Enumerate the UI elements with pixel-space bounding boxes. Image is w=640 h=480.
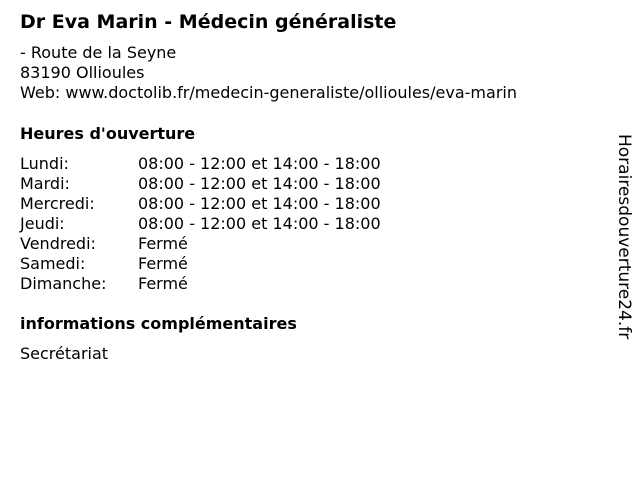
info-heading: informations complémentaires <box>20 314 297 333</box>
hours-value: Fermé <box>138 254 188 273</box>
hours-row-friday <box>20 234 381 254</box>
watermark-text: Horairesdouverture24.fr <box>614 134 634 340</box>
day-label: Mercredi: <box>20 194 95 213</box>
hours-value: 08:00 - 12:00 et 14:00 - 18:00 <box>138 174 381 193</box>
day-label: Vendredi: <box>20 234 96 253</box>
info-value: Secrétariat <box>20 344 109 363</box>
address-block <box>20 43 517 103</box>
day-label: Samedi: <box>20 254 86 273</box>
hours-value: Fermé <box>138 234 188 253</box>
address-city: 83190 Ollioules <box>20 63 145 82</box>
day-label: Lundi: <box>20 154 69 173</box>
hours-heading: Heures d'ouverture <box>20 124 196 143</box>
hours-value: 08:00 - 12:00 et 14:00 - 18:00 <box>138 194 381 213</box>
day-label: Dimanche: <box>20 274 107 293</box>
hours-value: 08:00 - 12:00 et 14:00 - 18:00 <box>138 154 381 173</box>
day-label: Mardi: <box>20 174 70 193</box>
hours-value: 08:00 - 12:00 et 14:00 - 18:00 <box>138 214 381 233</box>
watermark <box>612 134 636 374</box>
hours-table <box>20 154 381 294</box>
hours-row-saturday <box>20 254 381 274</box>
page-title: Dr Eva Marin - Médecin généraliste <box>20 11 397 33</box>
address-web: Web: www.doctolib.fr/medecin-generaliste/ollioules/eva-marin <box>20 83 517 102</box>
day-label: Jeudi: <box>20 214 65 233</box>
hours-value: Fermé <box>138 274 188 293</box>
hours-row-wednesday <box>20 194 381 214</box>
hours-row-thursday <box>20 214 381 234</box>
hours-row-sunday <box>20 274 381 294</box>
hours-row-monday <box>20 154 381 174</box>
hours-row-tuesday <box>20 174 381 194</box>
address-street: - Route de la Seyne <box>20 43 177 62</box>
